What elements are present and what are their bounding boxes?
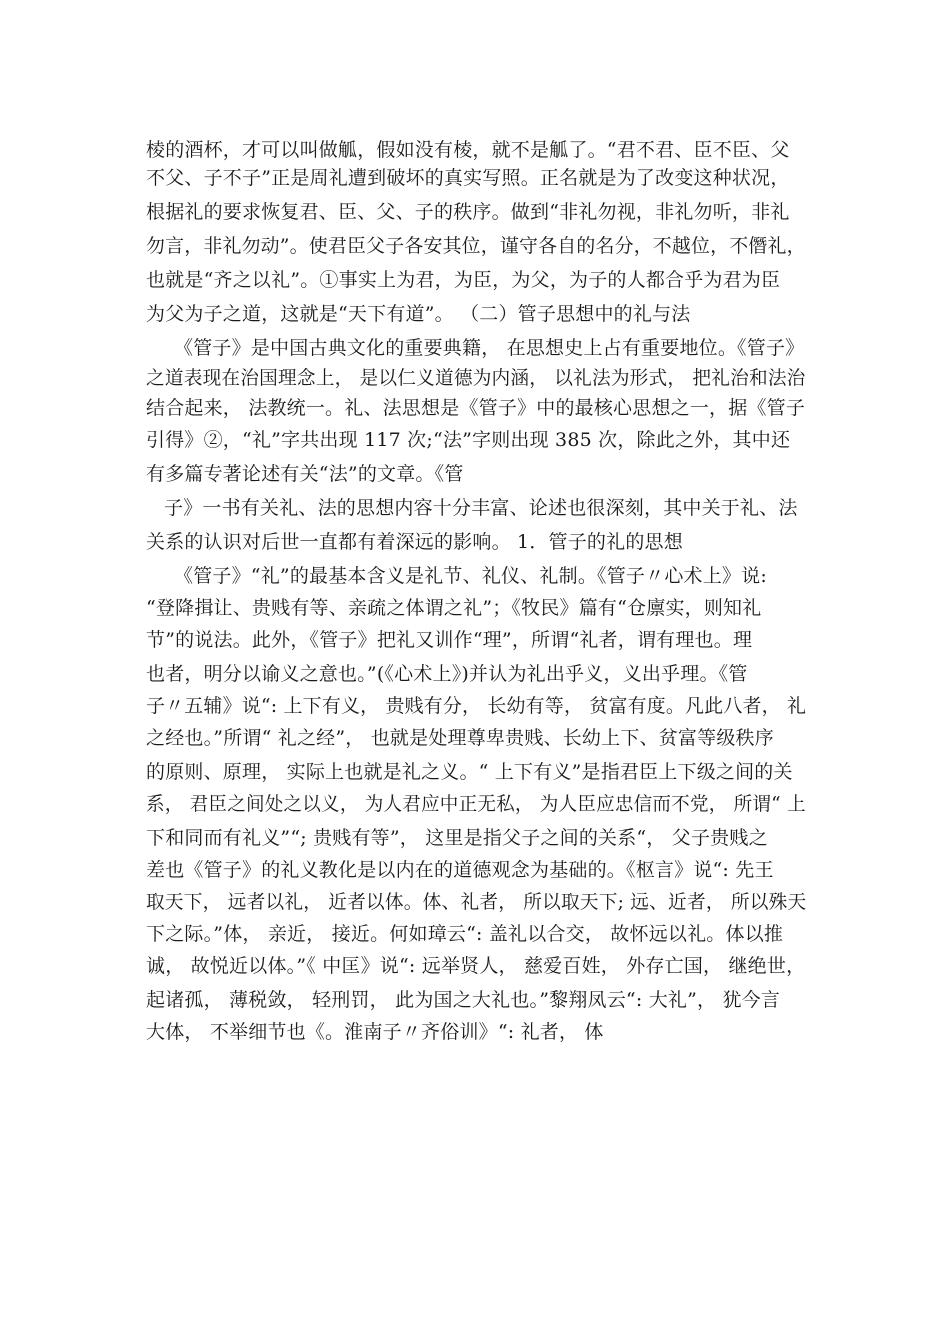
text-line: 起诸孤， 薄税敛， 轻刑罚， 此为国之大礼也。”黎翔凤云“: 大礼”， 犹今言	[146, 989, 781, 1011]
text-line: “登降揖让、贵贱有等、亲疏之体谓之礼”；《牧民》篇有“仓廪实，则知礼	[146, 597, 762, 619]
text-line: 不父、子不子”正是周礼遭到破坏的真实写照。正名就是为了改变这种状况，	[146, 167, 790, 189]
text-line: 的原则、原理， 实际上也就是礼之义。“ 上下有义”是指君臣上下级之间的关	[146, 761, 793, 783]
text-line: 之道表现在治国理念上， 是以仁义道德为内涵， 以礼法为形式， 把礼治和法治	[146, 367, 806, 389]
text-line: 节”的说法。此外，《管子》把礼又训作“理”，所谓“礼者，谓有理也。理	[146, 629, 753, 651]
text-line: 子》一书有关礼、法的思想内容十分丰富、论述也很深刻，其中关于礼、法	[164, 497, 798, 519]
text-line: 棱的酒杯，才可以叫做觚，假如没有棱，就不是觚了。“君不君、臣不臣、父	[146, 139, 790, 161]
text-line: 引得》②，“礼”字共出现 117 次;“法”字则出现 385 次，除此之外，其中还	[146, 429, 791, 451]
text-line: 为父为子之道，这就是“天下有道”。 （二）管子思想中的礼与法	[146, 303, 691, 325]
text-line: 下和同而有礼义”“; 贵贱有等”， 这里是指父子之间的关系“， 父子贵贱之	[146, 827, 768, 849]
text-line: 有多篇专著论述有关“法”的文章。《管	[146, 463, 464, 485]
text-line: 下之际。”体， 亲近， 接近。何如璋云“: 盖礼以合交， 故怀远以礼。体以推	[146, 923, 784, 945]
text-line: 勿言，非礼勿动”。使君臣父子各安其位，谨守各自的名分，不越位，不僭礼，	[146, 235, 806, 257]
text-line: 取天下， 远者以礼， 近者以体。体、礼者， 所以取天下; 远、近者， 所以殊天	[146, 891, 807, 913]
text-line: 系， 君臣之间处之以义， 为人君应中正无私， 为人臣应忠信而不党， 所谓“ 上	[146, 793, 806, 815]
text-line: 根据礼的要求恢复君、臣、父、子的秩序。做到“非礼勿视，非礼勿听，非礼	[146, 201, 790, 223]
text-line: 诚， 故悦近以体。”《 中匡》说“: 远举贤人， 慈爱百姓， 外存亡国， 继绝世，	[146, 955, 806, 977]
text-line: 也者，明分以谕义之意也。”(《心术上》)并认为礼出乎义，义出乎理。《管	[146, 663, 748, 685]
text-line: 关系的认识对后世一直都有着深远的影响。 1．管子的礼的思想	[146, 531, 683, 553]
text-line: 《管子》“礼”的最基本含义是礼节、礼仪、礼制。《管子〃心术上》说:	[174, 565, 767, 587]
text-line: 结合起来， 法教统一。礼、法思想是《管子》中的最核心思想之一，据《管子	[146, 397, 806, 419]
text-line: 《管子》是中国古典文化的重要典籍， 在思想史上占有重要地位。《管子》	[174, 337, 805, 359]
text-line: 之经也。”所谓“ 礼之经”， 也就是处理尊卑贵贱、长幼上下、贫富等级秩序	[146, 727, 774, 749]
text-line: 大体， 不举细节也《。淮南子〃齐俗训》“: 礼者， 体	[146, 1021, 604, 1043]
text-line: 差也《管子》的礼义教化是以内在的道德观念为基础的。《枢言》说“: 先王	[146, 859, 774, 881]
text-line: 子〃五辅》说“: 上下有义， 贵贱有分， 长幼有等， 贫富有度。凡此八者， 礼	[146, 695, 807, 717]
text-line: 也就是“齐之以礼”。①事实上为君，为臣，为父，为子的人都合乎为君为臣	[146, 269, 781, 291]
